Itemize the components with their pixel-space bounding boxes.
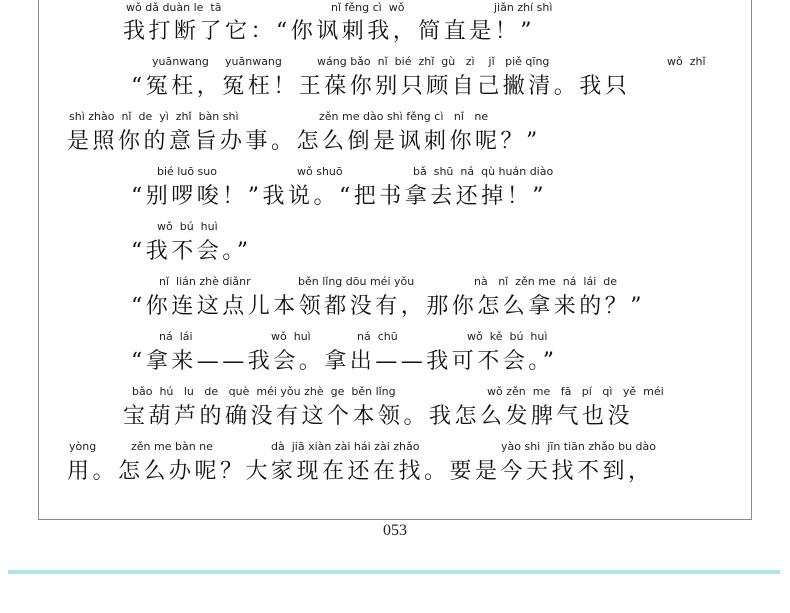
chinese-text: “别啰唆！”我说。“把书拿去还掉！” [131,184,547,209]
pinyin-annotation: ná chū [357,330,398,343]
pinyin-annotation: yào shi jīn tiān zhǎo bu dào [501,440,657,453]
pinyin-annotation: shì zhào nǐ de yì zhǐ bàn shì [69,110,239,123]
pinyin-annotation: jiǎn zhí shì [494,1,553,14]
pinyin-annotation: wǒ shuō [297,165,343,178]
pinyin-annotation: wǒ zhǐ [667,55,706,68]
chinese-text: “你连这点儿本领都没有，那你怎么拿来的？” [131,294,645,319]
chinese-text: “拿来——我会。拿出——我可不会。” [131,349,558,374]
pinyin-annotation: wǒ kě bú huì [467,330,548,343]
pinyin-annotation: wǒ dǎ duàn le tā [126,1,222,14]
pinyin-annotation: yuānwang [225,55,282,68]
pinyin-annotation: nǐ fěng cì wǒ [331,1,405,14]
pinyin-annotation: ná lái [159,330,193,343]
pinyin-annotation: dà jiā xiàn zài hái zài zhǎo [271,440,420,453]
chinese-text: 宝葫芦的确没有这个本领。我怎么发脾气也没 [123,404,634,429]
chinese-text: “我不会。” [131,239,252,264]
bottom-divider [8,570,780,574]
chinese-text: 我打断了它：“你讽刺我，简直是！” [123,19,535,44]
pinyin-annotation: wǒ bú huì [157,220,218,233]
pinyin-annotation: zěn me bàn ne [131,440,213,453]
pinyin-annotation: zěn me dào shì fěng cì nǐ ne [319,110,489,123]
pinyin-annotation: běn lǐng dōu méi yǒu [298,275,415,288]
page-number: 053 [383,522,407,539]
pinyin-annotation: nà nǐ zěn me ná lái de [474,275,618,288]
chinese-text: 用。怎么办呢？大家现在还在找。要是今天找不到， [67,459,654,484]
pinyin-annotation: yòng [69,440,97,453]
pinyin-annotation: wǒ huì [271,330,311,343]
pinyin-annotation: yuānwang [152,55,209,68]
book-page [38,0,752,520]
chinese-text: 是照你的意旨办事。怎么倒是讽刺你呢？” [67,129,541,154]
pinyin-annotation: nǐ lián zhè diǎnr [159,275,251,288]
chinese-text: “冤枉，冤枉！王葆你别只顾自己撇清。我只 [131,74,631,99]
pinyin-annotation: bǎ shū ná qù huán diào [413,165,554,178]
pinyin-annotation: wǒ zěn me fā pí qì yě méi [487,385,664,398]
pinyin-annotation: wáng bǎo nǐ bié zhǐ gù zì jǐ piě qīng [317,55,550,68]
pinyin-annotation: bǎo hú lu de què méi yǒu zhè ge běn lǐng [132,385,396,398]
pinyin-annotation: bié luō suo [157,165,217,178]
